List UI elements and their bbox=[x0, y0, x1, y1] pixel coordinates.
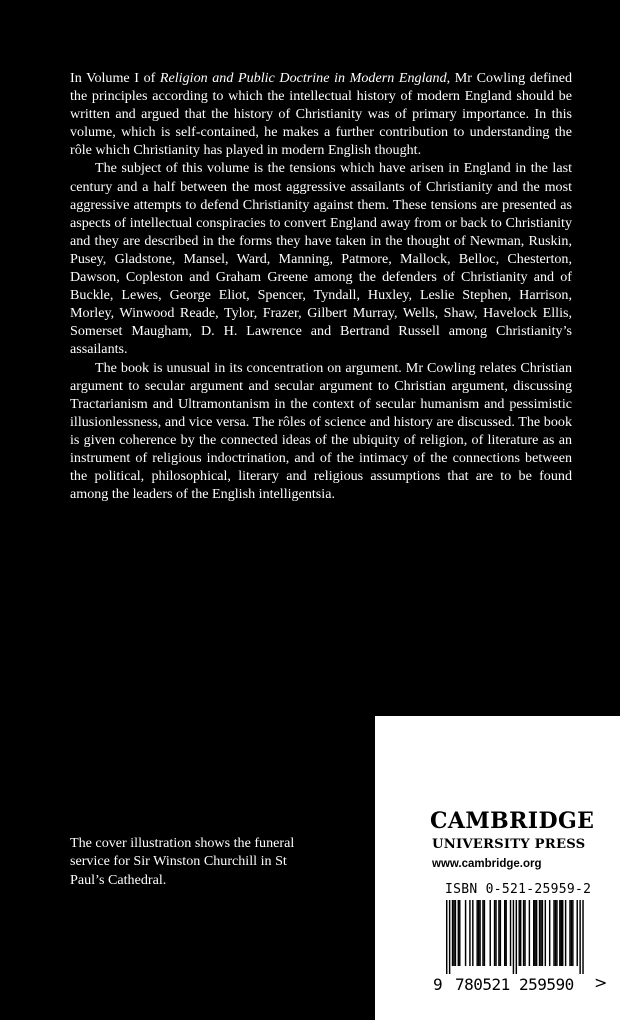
barcode-guard-bar bbox=[516, 900, 517, 974]
blurb-paragraph-1 bbox=[70, 69, 572, 159]
barcode-arrow: > bbox=[594, 973, 608, 992]
barcode-bar bbox=[562, 900, 563, 966]
blurb-p1-rest: , Mr Cowling defined the principles according to which the intellectual history of modern England should be written and argued that the history of Christianity was of primary importance. In this volume, which is self-contained, he makes a further contribution to understanding the rôle which Christianity has played in modern English thought. bbox=[70, 70, 572, 159]
barcode-bar bbox=[559, 900, 560, 966]
barcode-guard-bar bbox=[449, 900, 450, 974]
barcode-left-digits: 780521 bbox=[455, 975, 510, 994]
barcode-bar bbox=[542, 900, 543, 966]
barcode-bar bbox=[556, 900, 557, 966]
barcode-bar bbox=[561, 900, 562, 966]
barcode-bar bbox=[484, 900, 485, 966]
barcode-bar bbox=[458, 900, 459, 966]
barcode-guard-bar bbox=[582, 900, 583, 974]
barcode-bar bbox=[519, 900, 520, 966]
back-cover-blurb bbox=[70, 69, 572, 503]
barcode-bar bbox=[565, 900, 566, 966]
barcode-bar bbox=[459, 900, 460, 966]
barcode-bar bbox=[545, 900, 546, 966]
barcode-bar bbox=[495, 900, 496, 966]
barcode-bar bbox=[529, 900, 530, 966]
publisher-panel bbox=[375, 716, 620, 1020]
barcode-bar bbox=[533, 900, 534, 966]
volume-title: Religion and Public Doctrine in Modern England bbox=[159, 70, 447, 86]
cover-illustration-note: The cover illustration shows the funeral service for Sir Winston Churchill in St Paul’s Cathedral. bbox=[70, 835, 295, 888]
publisher-url: www.cambridge.org bbox=[432, 858, 542, 870]
barcode-bar bbox=[536, 900, 537, 966]
barcode-bar bbox=[555, 900, 556, 966]
barcode-bar bbox=[498, 900, 499, 966]
barcode-bar bbox=[523, 900, 524, 966]
barcode-bar bbox=[494, 900, 495, 966]
barcode-bar bbox=[534, 900, 535, 966]
barcode-bar bbox=[472, 900, 473, 966]
barcode-bar bbox=[478, 900, 479, 966]
blurb-paragraph-3: The book is unusual in its concentration on argument. Mr Cowling relates Christian argument to secular argument and secular argument to Christian argument, discussing Tractarianism and Ultramontanism in the context of secular humanism and pessimistic illusionlessness, and vice versa. The rôles of science and history are discussed. The book is given coherence by the connected ideas of the ubiquity of religion, of literature as an instrument of religious indoctrination, and of the intimacy of the connections between the political, philosophical, literary and religious assumptions that are to be found among the leaders of the English intelligentsia. bbox=[70, 359, 572, 503]
barcode-bar bbox=[500, 900, 501, 966]
barcode-bar bbox=[577, 900, 578, 966]
barcode-bar bbox=[549, 900, 550, 966]
barcode-guard-bar bbox=[579, 900, 580, 974]
barcode-bar bbox=[505, 900, 506, 966]
barcode-bars bbox=[446, 900, 592, 974]
barcode-guard-bar bbox=[446, 900, 447, 974]
isbn-label: ISBN 0-521-25959-2 bbox=[445, 882, 592, 897]
barcode-bar bbox=[490, 900, 491, 966]
barcode-bar bbox=[553, 900, 554, 966]
barcode-lead-digit: 9 bbox=[433, 975, 443, 994]
blurb-p1-intro: In Volume I of bbox=[70, 70, 160, 86]
barcode-bar bbox=[569, 900, 570, 966]
barcode-bar bbox=[482, 900, 483, 966]
barcode-guard-bar bbox=[513, 900, 514, 974]
barcode-bar bbox=[453, 900, 454, 966]
barcode-bar bbox=[540, 900, 541, 966]
barcode-bar bbox=[524, 900, 525, 966]
publisher-logo-subtitle: UNIVERSITY PRESS bbox=[432, 837, 586, 852]
barcode-bar bbox=[479, 900, 480, 966]
barcode-bar bbox=[571, 900, 572, 966]
barcode-bar bbox=[476, 900, 477, 966]
publisher-logo-name: CAMBRIDGE bbox=[430, 808, 595, 834]
barcode-bar bbox=[504, 900, 505, 966]
barcode-bar bbox=[455, 900, 456, 966]
barcode-right-digits: 259590 bbox=[519, 975, 574, 994]
barcode-bar bbox=[465, 900, 466, 966]
barcode-bar bbox=[510, 900, 511, 966]
barcode-bar bbox=[539, 900, 540, 966]
barcode-bar bbox=[572, 900, 573, 966]
barcode-bar bbox=[452, 900, 453, 966]
blurb-paragraph-2: The subject of this volume is the tensions which have arisen in England in the last century and a half between the most aggressive assailants of Christianity and the most aggressive attempts to defend Christianity against them. These tensions are presented as aspects of intellectual conspiracies to convert England away from or back to Christianity and they are described in the forms they have taken in the thought of Newman, Ruskin, Pusey, Gladstone, Mansel, Ward, Manning, Patmore, Mallock, Belloc, Chesterton, Dawson, Copleston and Graham Greene among the defenders of Christianity and of Buckle, Lewes, George Eliot, Spencer, Tyndall, Huxley, Leslie Stephen, Harrison, Morley, Winwood Reade, Tylor, Frazer, Gilbert Murray, Wells, Shaw, Havelock Ellis, Somerset Maugham, D. H. Lawrence and Bertrand Russell among Christianity’s assailants. bbox=[70, 160, 572, 358]
barcode-bar bbox=[469, 900, 470, 966]
barcode-bar bbox=[520, 900, 521, 966]
